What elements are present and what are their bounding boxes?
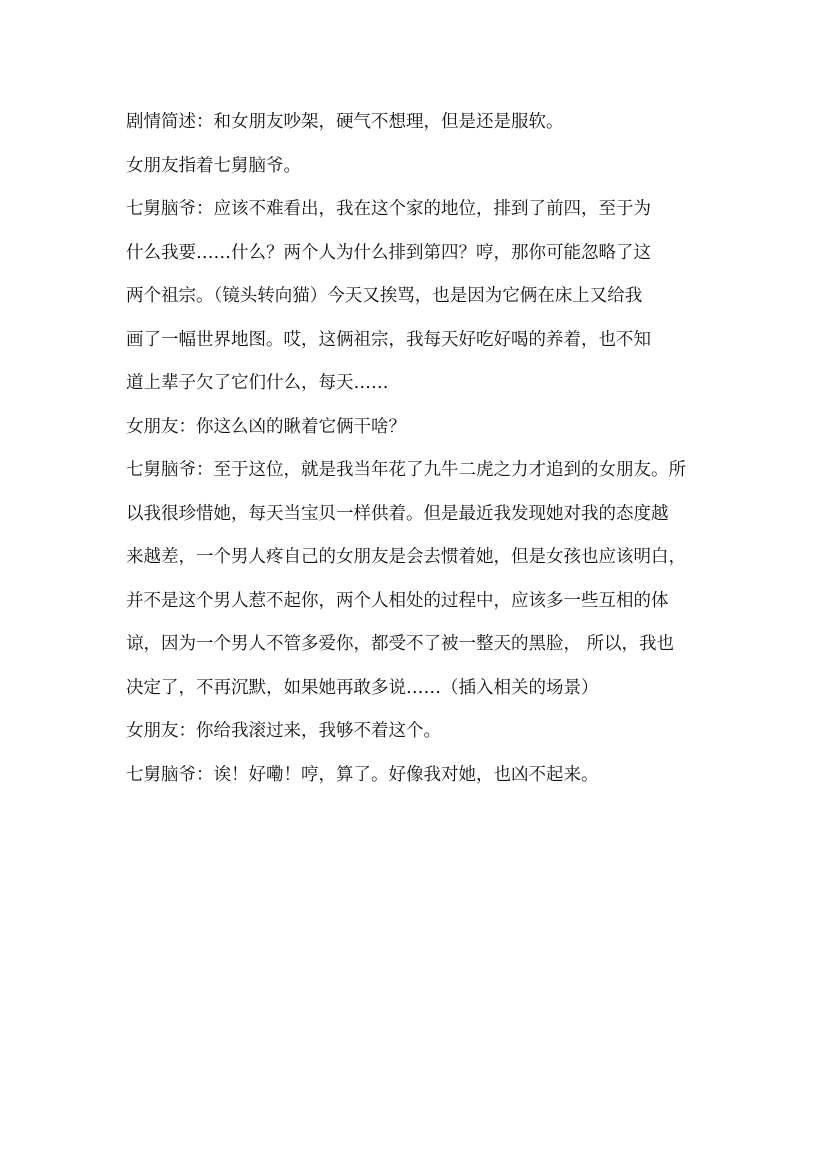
dialogue-line: 并不是这个男人惹不起你，两个人相处的过程中，应该多一些互相的体 <box>126 590 669 611</box>
dialogue-line: 决定了，不再沉默，如果她再敢多说……（插入相关的场景） <box>126 677 599 698</box>
dialogue-line: 画了一幅世界地图。哎，这俩祖宗，我每天好吃好喝的养着，也不知 <box>126 329 651 350</box>
dialogue-line: 来越差，一个男人疼自己的女朋友是会去惯着她，但是女孩也应该明白， <box>126 547 686 567</box>
dialogue-line: 七舅脑爷：至于这位，就是我当年花了九牛二虎之力才追到的女朋友。所 <box>126 460 686 480</box>
dialogue-line: 以我很珍惜她，每天当宝贝一样供着。但是最近我发现她对我的态度越 <box>126 503 669 524</box>
dialogue-line: 两个祖宗。（镜头转向猫）今天又挨骂，也是因为它俩在床上又给我 <box>126 286 643 306</box>
script-text <box>126 106 726 802</box>
stage-direction-line: 女朋友指着七舅脑爷。 <box>126 155 301 176</box>
synopsis-line: 剧情简述：和女朋友吵架，硬气不想理，但是还是服软。 <box>126 112 564 132</box>
dialogue-line: 女朋友：你这么凶的瞅着它俩干啥？ <box>126 416 406 437</box>
dialogue-line: 道上辈子欠了它们什么，每天…… <box>126 373 389 393</box>
dialogue-line: 七舅脑爷：应该不难看出，我在这个家的地位，排到了前四，至于为 <box>126 199 651 219</box>
dialogue-line: 什么我要……什么？两个人为什么排到第四？哼，那你可能忽略了这 <box>126 242 651 263</box>
dialogue-line: 七舅脑爷：诶！好嘞！哼，算了。好像我对她，也凶不起来。 <box>126 764 599 785</box>
dialogue-line: 谅，因为一个男人不管多爱你，都受不了被一整天的黑脸， 所以，我也 <box>126 634 675 654</box>
dialogue-line: 女朋友：你给我滚过来，我够不着这个。 <box>126 721 441 741</box>
